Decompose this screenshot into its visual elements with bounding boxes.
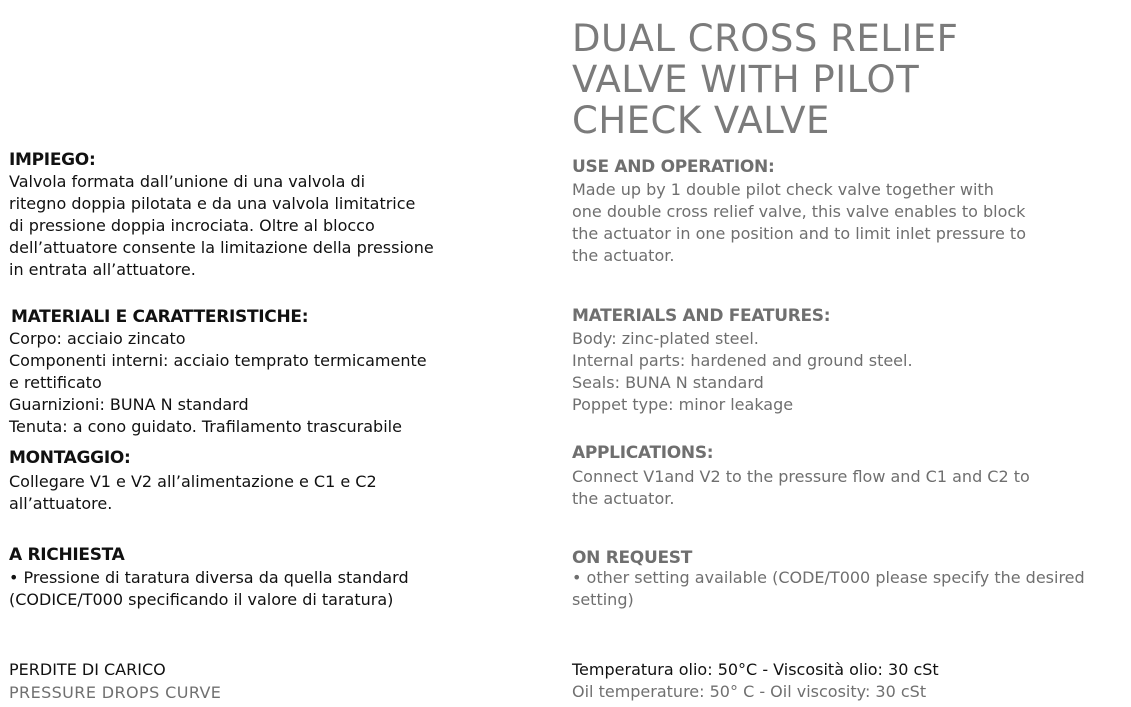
materiali-heading: MATERIALI E CARATTERISTICHE: xyxy=(11,307,309,327)
montaggio-text xyxy=(9,471,377,515)
text-line: e rettificato xyxy=(9,373,102,392)
text-line: Internal parts: hardened and ground steel. xyxy=(572,351,913,370)
materials-heading: MATERIALS AND FEATURES: xyxy=(572,306,831,326)
richiesta-text xyxy=(9,567,409,611)
applications-text xyxy=(572,466,1030,510)
request-heading: ON REQUEST xyxy=(572,548,693,568)
materials-text xyxy=(572,328,913,416)
richiesta-heading: A RICHIESTA xyxy=(9,545,125,565)
text-line: (CODICE/T000 specificando il valore di taratura) xyxy=(9,590,394,609)
section-request xyxy=(572,547,692,569)
text-line: Connect V1and V2 to the pressure flow and C1 and C2 to xyxy=(572,467,1030,486)
text-line: Guarnizioni: BUNA N standard xyxy=(9,395,249,414)
temperature-english: Oil temperature: 50° C - Oil viscosity: 30 cSt xyxy=(572,682,927,701)
pressure-drops-label: PRESSURE DROPS CURVE xyxy=(9,683,222,702)
text-line: one double cross relief valve, this valve enables to block xyxy=(572,202,1026,221)
text-line: • Pressione di taratura diversa da quella standard xyxy=(9,568,409,587)
perdite-label: PERDITE DI CARICO xyxy=(9,660,166,679)
impiego-text xyxy=(9,171,434,281)
section-montaggio xyxy=(9,447,131,469)
text-line: ritegno doppia pilotata e da una valvola limitatrice xyxy=(9,194,416,213)
text-line: the actuator. xyxy=(572,246,675,265)
text-line: all’attuatore. xyxy=(9,494,113,513)
section-applications xyxy=(572,442,713,464)
text-line: Componenti interni: acciaio temprato termicamente xyxy=(9,351,427,370)
text-line: • other setting available (CODE/T000 please specify the desired xyxy=(572,568,1085,587)
montaggio-heading: MONTAGGIO: xyxy=(9,448,131,468)
section-materials xyxy=(572,305,830,327)
section-impiego xyxy=(9,149,434,281)
text-line: Body: zinc-plated steel. xyxy=(572,329,759,348)
section-richiesta xyxy=(9,544,125,566)
text-line: Seals: BUNA N standard xyxy=(572,373,764,392)
text-line: in entrata all’attuatore. xyxy=(9,260,196,279)
title-line-1: DUAL CROSS RELIEF xyxy=(572,17,959,60)
request-text xyxy=(572,567,1085,611)
impiego-heading: IMPIEGO: xyxy=(9,150,96,170)
text-line: the actuator. xyxy=(572,489,675,508)
materiali-text xyxy=(9,328,427,438)
use-heading: USE AND OPERATION: xyxy=(572,157,775,177)
title-line-3: CHECK VALVE xyxy=(572,99,830,142)
text-line: Tenuta: a cono guidato. Trafilamento trascurabile xyxy=(9,417,402,436)
text-line: dell’attuatore consente la limitazione della pressione xyxy=(9,238,434,257)
section-use xyxy=(572,156,774,178)
text-line: setting) xyxy=(572,590,634,609)
text-line: Poppet type: minor leakage xyxy=(572,395,794,414)
text-line: Collegare V1 e V2 all’alimentazione e C1 e C2 xyxy=(9,472,377,491)
text-line: Corpo: acciaio zincato xyxy=(9,329,186,348)
text-line: Valvola formata dall’unione di una valvola di xyxy=(9,172,366,191)
text-line: the actuator in one position and to limit inlet pressure to xyxy=(572,224,1026,243)
applications-heading: APPLICATIONS: xyxy=(572,443,714,463)
page-title xyxy=(572,18,1092,141)
text-line: di pressione doppia incrociata. Oltre al blocco xyxy=(9,216,375,235)
title-line-2: VALVE WITH PILOT xyxy=(572,58,920,101)
use-text xyxy=(572,179,1026,267)
temperature-italian: Temperatura olio: 50°C - Viscosità olio: 30 cSt xyxy=(572,660,939,679)
section-materiali xyxy=(11,306,308,328)
text-line: Made up by 1 double pilot check valve together with xyxy=(572,180,994,199)
